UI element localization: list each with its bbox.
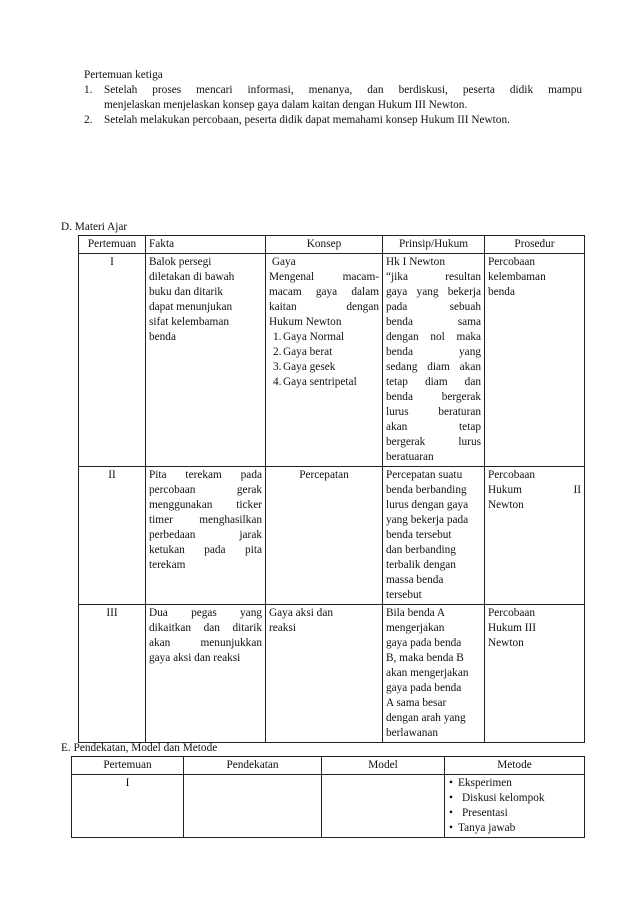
cell-line: benda bergerak: [386, 391, 481, 403]
cell-line: Mengenal macam-: [269, 271, 379, 283]
cell-line: Percobaan: [488, 607, 536, 619]
objective-line: Setelah melakukan percobaan, peserta didik dapat memahami konsep Hukum III Newton.: [104, 114, 510, 126]
cell-konsep: [266, 254, 383, 467]
cell-line: yang bekerja pada: [386, 514, 469, 526]
cell-line: tetap diam dan: [386, 376, 481, 388]
cell-line: lurus beraturan: [386, 406, 481, 418]
metode-list-item: • Tanya jawab: [449, 822, 516, 834]
cell-line: Gaya: [269, 256, 296, 268]
bullet-icon: •: [449, 822, 453, 834]
cell-line: ketukan pada pita: [149, 544, 262, 556]
cell-line: Percobaan: [488, 256, 536, 268]
objective-line: Setelah proses mencari informasi, menanya, dan berdiskusi, peserta didik mampu: [104, 84, 582, 96]
cell-konsep: Percepatan: [266, 467, 383, 605]
cell-line: gaya aksi dan reaksi: [149, 652, 241, 664]
cell-fakta: [146, 254, 266, 467]
cell-line: Dua pegas yang: [149, 607, 262, 619]
cell-line: diletakan di bawah: [149, 271, 235, 283]
cell-fakta: [146, 605, 266, 743]
cell-pertemuan: I: [79, 254, 146, 467]
header-pendekatan: Pendekatan: [184, 757, 322, 775]
cell-line: gaya pada benda: [386, 637, 462, 649]
table-row: [72, 775, 585, 838]
cell-line: dikaitkan dan ditarik: [149, 622, 262, 634]
cell-line: “jika resultan: [386, 271, 481, 283]
cell-line: sifat kelembaman: [149, 316, 229, 328]
cell-line: percobaan gerak: [149, 484, 262, 496]
table-header-row: [72, 757, 585, 775]
cell-prinsip: [383, 467, 485, 605]
cell-line: sedang diam akan: [386, 361, 481, 373]
table-header-row: [79, 236, 585, 254]
cell-line: akan menunjukkan: [149, 637, 262, 649]
cell-line: benda: [488, 286, 515, 298]
table-row: [79, 254, 585, 467]
cell-line: benda: [149, 331, 176, 343]
cell-line: lurus dengan gaya: [386, 499, 469, 511]
materi-ajar-table: [78, 235, 585, 743]
metode-list-item: • Eksperimen: [449, 777, 512, 789]
cell-line: pada sebuah: [386, 301, 481, 313]
cell-line: akan mengerjakan: [386, 667, 469, 679]
cell-line: reaksi: [269, 622, 296, 634]
cell-line: beratuaran: [386, 451, 434, 463]
cell-pertemuan: II: [79, 467, 146, 605]
cell-konsep: [266, 605, 383, 743]
header-pertemuan: Pertemuan: [72, 757, 184, 775]
header-pertemuan: Pertemuan: [79, 236, 146, 254]
cell-line: macam gaya dalam: [269, 286, 379, 298]
cell-line: Gaya aksi dan: [269, 607, 333, 619]
cell-line: Bila benda A: [386, 607, 445, 619]
cell-line: tersebut: [386, 589, 422, 601]
bullet-icon: •: [449, 792, 453, 804]
cell-line: Hukum Newton: [269, 316, 342, 328]
cell-line: benda tersebut: [386, 529, 452, 541]
cell-prosedur: [485, 254, 585, 467]
cell-line: timer menghasilkan: [149, 514, 262, 526]
objective-number: 2.: [84, 114, 93, 126]
header-model: Model: [322, 757, 445, 775]
table-row: [79, 467, 585, 605]
bullet-icon: •: [449, 807, 453, 819]
cell-line: buku dan ditarik: [149, 286, 224, 298]
pertemuan-ketiga-block: [84, 68, 582, 128]
header-fakta: Fakta: [146, 236, 266, 254]
cell-line: menggunakan ticker: [149, 499, 262, 511]
cell-pertemuan: III: [79, 605, 146, 743]
konsep-list-item: 1. Gaya Normal: [273, 331, 345, 343]
cell-line: Percepatan suatu: [386, 469, 463, 481]
cell-line: Hukum II: [488, 484, 581, 496]
cell-line: Pita terekam pada: [149, 469, 262, 481]
table-row: [79, 605, 585, 743]
cell-line: dengan nol maka: [386, 331, 481, 343]
konsep-list-item: 3. Gaya gesek: [273, 361, 336, 373]
cell-line: terekam: [149, 559, 186, 571]
cell-line: dengan arah yang: [386, 712, 466, 724]
cell-prinsip: [383, 605, 485, 743]
metode-list-item: • Diskusi kelompok: [449, 792, 545, 804]
objective-number: 1.: [84, 84, 93, 96]
cell-line: dan berbanding: [386, 544, 456, 556]
objective-line: menjelaskan menjelaskan konsep gaya dalam kaitan dengan Hukum III Newton.: [104, 99, 468, 111]
cell-line: massa benda: [386, 574, 444, 586]
cell-prosedur: [485, 605, 585, 743]
header-konsep: Konsep: [266, 236, 383, 254]
cell-line: B, maka benda B: [386, 652, 464, 664]
cell-line: terbalik dengan: [386, 559, 456, 571]
konsep-list-item: 4. Gaya sentripetal: [273, 376, 357, 388]
cell-metode: [445, 775, 585, 838]
cell-line: Balok persegi: [149, 256, 212, 268]
cell-line: Newton: [488, 499, 524, 511]
cell-line: Percobaan: [488, 469, 536, 481]
objective-item-2: [84, 113, 582, 128]
cell-line: akan tetap: [386, 421, 481, 433]
cell-fakta: [146, 467, 266, 605]
objective-item-1: [84, 83, 582, 113]
bullet-icon: •: [449, 777, 453, 789]
header-prosedur: Prosedur: [485, 236, 585, 254]
cell-line: gaya yang bekerja: [386, 286, 481, 298]
cell-line: Newton: [488, 637, 524, 649]
cell-line: benda sama: [386, 316, 481, 328]
cell-line: benda berbanding: [386, 484, 467, 496]
cell-line: kelembaman: [488, 271, 546, 283]
cell-line: bergerak lurus: [386, 436, 481, 448]
cell-line: kaitan dengan: [269, 301, 379, 313]
cell-line: Hukum III: [488, 622, 537, 634]
metode-list-item: • Presentasi: [449, 807, 508, 819]
pertemuan-ketiga-title: Pertemuan ketiga: [84, 69, 163, 81]
cell-line: perbedaan jarak: [149, 529, 262, 541]
section-d-heading: D. Materi Ajar: [61, 221, 128, 233]
header-metode: Metode: [445, 757, 585, 775]
cell-prosedur: [485, 467, 585, 605]
cell-model: [322, 775, 445, 838]
cell-prinsip: [383, 254, 485, 467]
cell-line: Hk I Newton: [386, 256, 445, 268]
cell-line: mengerjakan: [386, 622, 445, 634]
cell-pendekatan: [184, 775, 322, 838]
cell-line: A sama besar: [386, 697, 447, 709]
cell-pertemuan: I: [72, 775, 184, 838]
cell-line: dapat menunjukan: [149, 301, 233, 313]
section-e-heading: E. Pendekatan, Model dan Metode: [61, 742, 218, 754]
header-prinsip: Prinsip/Hukum: [383, 236, 485, 254]
cell-line: gaya pada benda: [386, 682, 462, 694]
cell-line: berlawanan: [386, 727, 439, 739]
cell-line: benda yang: [386, 346, 481, 358]
konsep-list-item: 2. Gaya berat: [273, 346, 333, 358]
pendekatan-table: [71, 756, 585, 838]
